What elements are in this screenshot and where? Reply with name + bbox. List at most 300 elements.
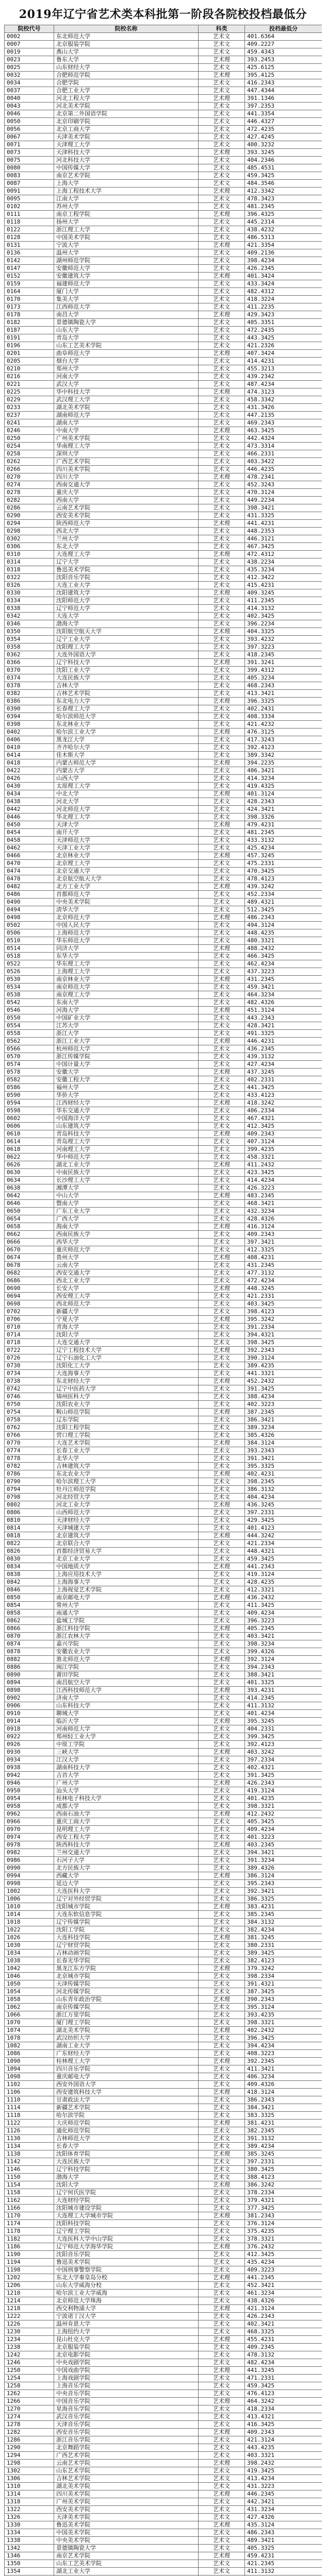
cell-name: 内蒙古师范大学 (54, 759, 199, 767)
cell-name: 武汉纺织大学 (54, 2035, 199, 2042)
cell-score: 394.2235 (245, 759, 322, 767)
cell-name: 华东交通大学 (54, 1107, 199, 1115)
cell-name: 内蒙古大学 (54, 767, 199, 775)
cell-code: 0318 (5, 566, 54, 574)
cell-score: 448.2353 (245, 528, 322, 535)
cell-name: 西南民族大学 (54, 1231, 199, 1239)
cell-code: 0986 (5, 1857, 54, 1865)
cell-type: 艺术文 (199, 1772, 245, 1780)
cell-type: 艺术文 (199, 1548, 245, 1555)
cell-code: 0938 (5, 1764, 54, 1772)
cell-code: 0654 (5, 1215, 54, 1223)
table-row (5, 1664, 322, 1671)
cell-score: 421.3124 (245, 2436, 322, 2444)
cell-score: 418.3242 (245, 1099, 322, 1107)
cell-score: 427.4245 (245, 133, 322, 141)
table-row (5, 234, 322, 242)
cell-type: 艺术文 (199, 226, 245, 234)
table-row (5, 2073, 322, 2081)
cell-name: 辽宁师范大学海华学院 (54, 2243, 199, 2251)
table-row (5, 2282, 322, 2290)
cell-code: 0874 (5, 1640, 54, 1648)
cell-score: 488.2432 (245, 945, 322, 953)
cell-type: 艺术文 (199, 504, 245, 512)
cell-score: 411.3421 (245, 2065, 322, 2073)
table-row (5, 1293, 322, 1300)
cell-score: 491.3325 (245, 1030, 322, 1038)
cell-name: 江西财经大学 (54, 1099, 199, 1107)
cell-code: 0550 (5, 1014, 54, 1022)
table-viewport (4, 25, 322, 2576)
cell-code: 0128 (5, 234, 54, 242)
cell-code: 0858 (5, 1609, 54, 1617)
table-row (5, 265, 322, 273)
cell-name: 广州美术学院 (54, 2498, 199, 2506)
cell-name: 沈阳农业大学 (54, 1401, 199, 1409)
table-row (5, 1679, 322, 1687)
cell-name: 上海大学 (54, 180, 199, 188)
cell-type: 艺术文 (199, 953, 245, 960)
cell-code: 0314 (5, 558, 54, 566)
cell-name: 齐齐哈尔大学 (54, 744, 199, 752)
cell-code: 0706 (5, 1316, 54, 1324)
table-row (5, 976, 322, 984)
cell-code: 0598 (5, 1107, 54, 1115)
cell-type: 艺术文 (199, 172, 245, 180)
cell-name: 沈阳工程学院 (54, 1424, 199, 1432)
cell-name: 北京航空航天大学 (54, 875, 199, 883)
cell-score: 402.3223 (245, 1401, 322, 1409)
cell-type: 艺术文 (199, 1849, 245, 1857)
cell-type: 艺术文 (199, 2004, 245, 2011)
cell-score: 446.4231 (245, 1038, 322, 1045)
cell-name: 中国美术学院 (54, 234, 199, 242)
cell-score: 401.3325 (245, 1679, 322, 1687)
table-row (5, 535, 322, 543)
cell-type: 艺术理 (199, 188, 245, 195)
cell-type: 艺术文 (199, 582, 245, 589)
cell-type: 艺术文 (199, 1888, 245, 1895)
cell-code: 0818 (5, 1532, 54, 1540)
cell-type: 艺术理 (199, 2398, 245, 2405)
cell-score: 441.4231 (245, 520, 322, 528)
table-row (5, 226, 322, 234)
cell-name: 武汉理工大学 (54, 396, 199, 404)
cell-type: 艺术文 (199, 1455, 245, 1463)
cell-score: 395.3242 (245, 1316, 322, 1324)
cell-code: 1038 (5, 1957, 54, 1965)
cell-type: 艺术文 (199, 2537, 245, 2545)
table-row (5, 296, 322, 303)
cell-name: 中央美术学院 (54, 2537, 199, 2545)
cell-score: 411.3132 (245, 1702, 322, 1710)
cell-type: 艺术文 (199, 597, 245, 605)
table-row (5, 458, 322, 466)
cell-score: 477.3132 (245, 1269, 322, 1277)
cell-name: 西交利物浦大学 (54, 2305, 199, 2313)
cell-code: 0486 (5, 891, 54, 899)
cell-score: 397.3223 (245, 643, 322, 651)
cell-type: 艺术理 (199, 551, 245, 558)
cell-name: 湖州师范学院 (54, 257, 199, 265)
cell-score: 375.4235 (245, 2228, 322, 2235)
table-row (5, 2506, 322, 2514)
cell-score: 379.3242 (245, 1965, 322, 1973)
cell-code: 0926 (5, 1741, 54, 1749)
cell-type: 艺术理 (199, 95, 245, 103)
cell-type: 艺术理 (199, 2181, 245, 2189)
cell-name: 河北传媒学院 (54, 1988, 199, 1996)
cell-type: 艺术文 (199, 1865, 245, 1872)
cell-name: 山东工艺美术学院 (54, 2560, 199, 2568)
cell-score: 388.4123 (245, 2174, 322, 2181)
cell-type: 艺术文 (199, 844, 245, 852)
cell-name: 渤海大学 (54, 620, 199, 628)
cell-code: 1266 (5, 2398, 54, 2405)
cell-code: 0734 (5, 1370, 54, 1378)
cell-score: 409.2227 (245, 41, 322, 48)
cell-type: 艺术文 (199, 837, 245, 844)
cell-type: 艺术理 (199, 1996, 245, 2004)
cell-code: 0958 (5, 1803, 54, 1810)
cell-type: 艺术文 (199, 1269, 245, 1277)
cell-score: 409.2345 (245, 2344, 322, 2351)
cell-score: 429.3425 (245, 1517, 322, 1524)
table-row (5, 2266, 322, 2274)
table-row (5, 211, 322, 218)
cell-name: 延边大学 (54, 1880, 199, 1888)
cell-name: 扬州大学 (54, 218, 199, 226)
table-row (5, 2274, 322, 2282)
cell-score: 404.2331 (245, 1725, 322, 1733)
cell-code: 1346 (5, 2552, 54, 2560)
cell-code: 1070 (5, 2019, 54, 2027)
cell-type: 艺术理 (199, 1409, 245, 1416)
table-row (5, 2490, 322, 2498)
table-row (5, 852, 322, 860)
cell-code: 1162 (5, 2197, 54, 2205)
score-table (4, 25, 322, 2576)
cell-type: 艺术文 (199, 2560, 245, 2568)
cell-name: 大庆师范学院 (54, 2120, 199, 2127)
cell-name: 北京师范大学珠海 (54, 2297, 199, 2305)
cell-score: 462.4234 (245, 960, 322, 968)
cell-name: 南京艺术学院 (54, 172, 199, 180)
cell-score: 409.4326 (245, 2081, 322, 2089)
cell-type: 艺术文 (199, 2019, 245, 2027)
cell-score: 435.4234 (245, 2259, 322, 2266)
cell-code: 0037 (5, 87, 54, 95)
cell-code: 0806 (5, 1509, 54, 1517)
table-header (5, 25, 322, 33)
cell-name: 上海音乐学院 (54, 2382, 199, 2390)
table-row (5, 419, 322, 427)
table-row (5, 1694, 322, 1702)
table-row (5, 1834, 322, 1841)
cell-code: 1274 (5, 2413, 54, 2421)
cell-score: 401.3124 (245, 790, 322, 798)
cell-name: 渤海大学 (54, 2174, 199, 2181)
cell-name: 辽宁对外经贸学院 (54, 1895, 199, 1903)
table-row (5, 1393, 322, 1401)
cell-name: 陕西师范大学 (54, 520, 199, 528)
cell-name: 安徽农业大学 (54, 1648, 199, 1656)
table-row (5, 1254, 322, 1262)
cell-score: 459.3425 (245, 172, 322, 180)
table-row (5, 860, 322, 868)
cell-name: 天津理工大学 (54, 141, 199, 149)
cell-code: 0566 (5, 1045, 54, 1053)
table-row (5, 1007, 322, 1014)
cell-name: 淮北师范大学 (54, 1656, 199, 1664)
cell-name: 景德镇陶瓷大学 (54, 2545, 199, 2552)
cell-code: 0191 (5, 334, 54, 342)
table-row (5, 2181, 322, 2189)
cell-code: 1306 (5, 2475, 54, 2483)
cell-name: 海南大学 (54, 1223, 199, 1231)
cell-score: 402.2432 (245, 2027, 322, 2035)
cell-type: 艺术文 (199, 2405, 245, 2413)
cell-code: 0241 (5, 419, 54, 427)
cell-code: 0454 (5, 829, 54, 837)
table-row (5, 2019, 322, 2027)
cell-code: 0762 (5, 1424, 54, 1432)
cell-score: 384.3124 (245, 1439, 322, 1447)
cell-code: 0310 (5, 551, 54, 558)
cell-score: 392.4123 (245, 1741, 322, 1749)
cell-code: 0518 (5, 953, 54, 960)
cell-name: 河海大学 (54, 1007, 199, 1014)
cell-code: 0019 (5, 48, 54, 56)
table-row (5, 1633, 322, 1640)
cell-type: 艺术文 (199, 1980, 245, 1988)
table-row (5, 72, 322, 79)
table-row (5, 48, 322, 56)
table-row (5, 2058, 322, 2065)
cell-name: 重庆工商大学 (54, 1818, 199, 1826)
cell-type: 艺术文 (199, 2166, 245, 2174)
table-row (5, 1409, 322, 1416)
table-row (5, 1609, 322, 1617)
cell-code: 0778 (5, 1455, 54, 1463)
cell-type: 艺术文 (199, 1756, 245, 1764)
table-row (5, 821, 322, 829)
cell-name: 青岛理工大学 (54, 1138, 199, 1146)
cell-code: 0574 (5, 1061, 54, 1069)
cell-type: 艺术理 (199, 759, 245, 767)
cell-code: 0071 (5, 141, 54, 149)
table-row (5, 752, 322, 759)
table-row (5, 1370, 322, 1378)
cell-type: 艺术理 (199, 2521, 245, 2529)
cell-name: 通化师范学院 (54, 2127, 199, 2135)
cell-score: 443.4235 (245, 2444, 322, 2452)
cell-name: 上海应用技术大学 (54, 1571, 199, 1579)
table-row (5, 2552, 322, 2560)
cell-type: 艺术文 (199, 2297, 245, 2305)
cell-type: 艺术理 (199, 2027, 245, 2035)
cell-code: 0246 (5, 427, 54, 435)
cell-code: 1034 (5, 1950, 54, 1957)
cell-name: 沈阳师范大学 (54, 597, 199, 605)
cell-score: 405.3351 (245, 319, 322, 327)
cell-type: 艺术文 (199, 1664, 245, 1671)
cell-name: 大连艺术学院 (54, 1439, 199, 1447)
table-row (5, 1362, 322, 1370)
table-row (5, 806, 322, 814)
table-row (5, 1617, 322, 1625)
cell-code: 0498 (5, 914, 54, 922)
cell-type: 艺术文 (199, 814, 245, 821)
cell-code: 0298 (5, 528, 54, 535)
cell-type: 艺术文 (199, 2444, 245, 2452)
cell-code: 0606 (5, 1123, 54, 1130)
cell-code: 0083 (5, 172, 54, 180)
cell-score: 413.4321 (245, 2413, 322, 2421)
table-row (5, 2158, 322, 2166)
table-row (5, 2011, 322, 2019)
cell-type: 艺术文 (199, 2135, 245, 2143)
table-row (5, 1354, 322, 1362)
cell-type: 艺术理 (199, 1718, 245, 1725)
table-row (5, 195, 322, 203)
cell-score: 376.3124 (245, 2220, 322, 2228)
cell-score: 403.3422 (245, 458, 322, 466)
cell-type: 艺术文 (199, 103, 245, 110)
cell-score: 431.2345 (245, 976, 322, 984)
cell-code: 0614 (5, 1138, 54, 1146)
table-row (5, 1957, 322, 1965)
cell-type: 艺术文 (199, 1045, 245, 1053)
cell-type: 艺术文 (199, 512, 245, 520)
cell-type: 艺术理 (199, 1656, 245, 1664)
cell-code: 0450 (5, 821, 54, 829)
cell-code: 0294 (5, 520, 54, 528)
cell-score: 457.3245 (245, 852, 322, 860)
cell-score: 386.3132 (245, 1486, 322, 1494)
cell-type: 艺术文 (199, 203, 245, 211)
table-row (5, 443, 322, 450)
cell-name: 四川美术学院 (54, 466, 199, 473)
cell-score: 446.4327 (245, 118, 322, 126)
cell-name: 广东财经大学 (54, 2050, 199, 2058)
cell-type: 艺术文 (199, 1555, 245, 1563)
cell-name: 广西艺术学院 (54, 458, 199, 466)
table-row (5, 2197, 322, 2205)
cell-name: 浙江科技学院 (54, 1625, 199, 1633)
cell-name: 东北大学秦皇岛分校 (54, 2274, 199, 2282)
cell-code: 0032 (5, 72, 54, 79)
cell-name: 北京电影学院 (54, 2351, 199, 2359)
cell-code: 0378 (5, 682, 54, 690)
table-row (5, 1888, 322, 1895)
cell-score: 395.3245 (245, 1718, 322, 1725)
table-row (5, 566, 322, 574)
cell-code: 1326 (5, 2514, 54, 2521)
table-row (5, 1980, 322, 1988)
cell-code: 0590 (5, 1092, 54, 1099)
cell-name: 鲁迅美术学院 (54, 566, 199, 574)
cell-name: 中山大学 (54, 1192, 199, 1200)
cell-code: 1150 (5, 2174, 54, 2181)
table-row (5, 427, 322, 435)
cell-code: 0152 (5, 273, 54, 280)
cell-type: 艺术理 (199, 56, 245, 64)
cell-type: 艺术文 (199, 1633, 245, 1640)
cell-code: 1210 (5, 2290, 54, 2297)
cell-type: 艺术文 (199, 1107, 245, 1115)
cell-code: 1074 (5, 2027, 54, 2035)
cell-score: 381.2343 (245, 2212, 322, 2220)
cell-score: 379.4321 (245, 2197, 322, 2205)
cell-code: 0794 (5, 1486, 54, 1494)
cell-name: 辽宁科技大学 (54, 659, 199, 667)
cell-type: 艺术文 (199, 1084, 245, 1092)
cell-code: 0678 (5, 1262, 54, 1269)
cell-code: 0990 (5, 1865, 54, 1872)
cell-score: 466.3425 (245, 953, 322, 960)
cell-type: 艺术文 (199, 1702, 245, 1710)
cell-score: 438.4232 (245, 226, 322, 234)
cell-score: 425.6125 (245, 64, 322, 72)
cell-type: 艺术文 (199, 1733, 245, 1741)
cell-name: 厦门理工学院 (54, 2019, 199, 2027)
table-row (5, 1401, 322, 1409)
cell-code: 0994 (5, 1872, 54, 1880)
cell-name: 浙江理工大学 (54, 226, 199, 234)
cell-name: 福州大学 (54, 1084, 199, 1092)
cell-type: 艺术文 (199, 1401, 245, 1409)
cell-type: 艺术文 (199, 1262, 245, 1269)
cell-name: 鲁迅美术学院 (54, 2259, 199, 2266)
cell-type: 艺术理 (199, 2552, 245, 2560)
cell-code: 0582 (5, 1076, 54, 1084)
cell-name: 广西大学 (54, 1215, 199, 1223)
cell-type: 艺术文 (199, 180, 245, 188)
cell-type: 艺术文 (199, 2127, 245, 2135)
table-row (5, 218, 322, 226)
table-row (5, 1463, 322, 1470)
cell-code: 0159 (5, 280, 54, 288)
cell-code: 0882 (5, 1656, 54, 1664)
cell-name: 锦州医科大学 (54, 1393, 199, 1401)
cell-score: 443.2343 (245, 1014, 322, 1022)
cell-name: 青岛科技大学 (54, 1130, 199, 1138)
cell-name: 东北师范大学 (54, 33, 199, 41)
cell-name: 重庆大学 (54, 489, 199, 497)
cell-type: 艺术文 (199, 968, 245, 976)
cell-code: 0626 (5, 1161, 54, 1169)
cell-code: 0334 (5, 597, 54, 605)
table-row (5, 1749, 322, 1756)
cell-score: 391.3234 (245, 1857, 322, 1865)
table-row (5, 999, 322, 1007)
cell-type: 艺术理 (199, 1130, 245, 1138)
cell-score: 401.4234 (245, 1710, 322, 1718)
cell-score: 428.3421 (245, 1022, 322, 1030)
table-row (5, 906, 322, 914)
cell-name: 中国音乐学院 (54, 2398, 199, 2405)
cell-name: 同济大学 (54, 945, 199, 953)
cell-score: 409.2343 (245, 1130, 322, 1138)
cell-type: 艺术文 (199, 1200, 245, 1208)
cell-score: 398.3321 (245, 1803, 322, 1810)
table-row (5, 103, 322, 110)
cell-code: 0282 (5, 497, 54, 504)
cell-code: 1190 (5, 2251, 54, 2259)
cell-code: 0902 (5, 1694, 54, 1702)
cell-code: 1082 (5, 2042, 54, 2050)
